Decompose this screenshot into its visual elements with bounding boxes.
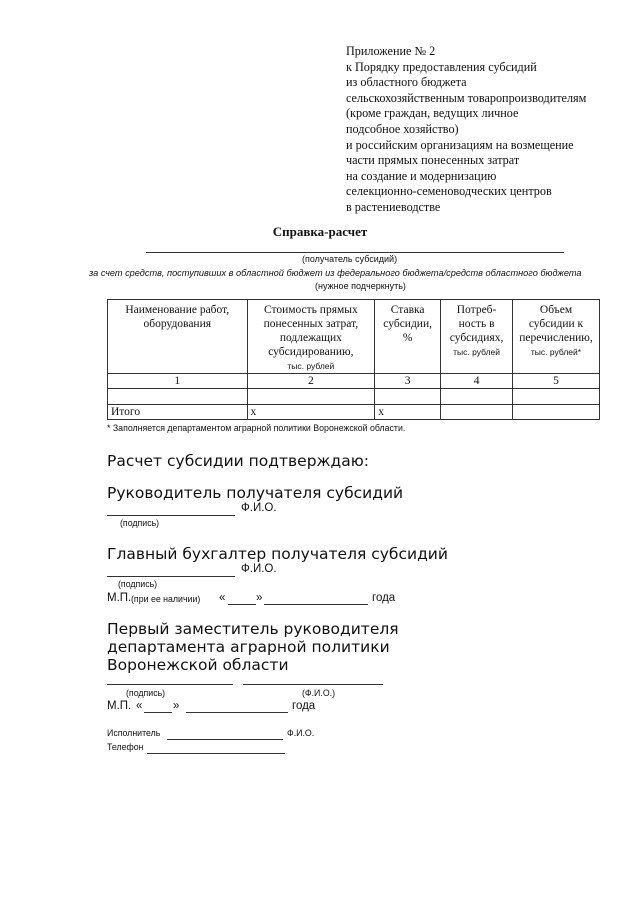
appendix-line: селекционно-семеноводческих центров — [346, 184, 552, 199]
header-rate: Ставка субсидии, % — [375, 300, 441, 374]
column-number: 4 — [441, 374, 513, 389]
header-need: Потреб- ность в субсидиях, тыс. рублей — [441, 300, 513, 374]
phone-line — [147, 753, 285, 754]
deputy-title-line3: Воронежской области — [107, 656, 289, 674]
total-label: Итого — [108, 405, 248, 420]
appendix-header — [346, 44, 586, 216]
table-row — [108, 374, 600, 389]
underline-caption: (нужное подчеркнуть) — [315, 281, 406, 291]
accountant-day-line — [228, 604, 256, 605]
accountant-quote-close: » — [256, 592, 263, 604]
appendix-line: из областного бюджета — [346, 75, 467, 90]
column-number: 2 — [247, 374, 375, 389]
accountant-signature-line — [107, 576, 235, 577]
header-cost: Стоимость прямых понесенных затрат, подлежащих субсидированию, тыс. рублей — [247, 300, 375, 374]
appendix-line: (кроме граждан, ведущих личное — [346, 106, 519, 121]
footnote: * Заполняется департаментом аграрной политики Воронежской области. — [107, 423, 406, 433]
deputy-title-line1: Первый заместитель руководителя — [107, 620, 399, 638]
total-cell: х — [375, 405, 441, 420]
document-title: Справка-расчет — [272, 224, 368, 239]
appendix-line: в растениеводстве — [346, 199, 441, 214]
executor-fio: Ф.И.О. — [287, 728, 315, 738]
executor-label: Исполнитель — [107, 728, 161, 738]
appendix-line: сельскохозяйственным товаропроизводителям — [346, 90, 587, 105]
header-volume: Объем субсидии к перечислению, тыс. рублей* — [513, 300, 600, 374]
appendix-line: подсобное хозяйство) — [346, 121, 459, 136]
deputy-fio-line — [243, 684, 383, 685]
table-cell — [441, 389, 513, 405]
phone-label: Телефон — [107, 742, 144, 752]
table-row — [108, 389, 600, 405]
column-number: 3 — [375, 374, 441, 389]
source-line: за счет средств, поступивших в областной бюджет из федерального бюджета/средств областного бюджета — [89, 268, 582, 278]
accountant-mp-note: (при ее наличии) — [131, 594, 201, 604]
total-row — [108, 405, 600, 420]
recipient-line — [146, 252, 564, 253]
table-cell — [513, 389, 600, 405]
accountant-title: Главный бухгалтер получателя субсидий — [107, 545, 448, 563]
accountant-mp: М.П. — [107, 592, 132, 604]
appendix-line: на создание и модернизацию — [346, 168, 497, 183]
head-title: Руководитель получателя субсидий — [107, 484, 404, 502]
recipient-caption: (получатель субсидий) — [302, 254, 398, 264]
total-cell: х — [247, 405, 375, 420]
accountant-fio: Ф.И.О. — [241, 563, 277, 575]
deputy-year: года — [292, 700, 316, 712]
column-number: 5 — [513, 374, 600, 389]
executor-line — [167, 739, 283, 740]
accountant-signature-caption: (подпись) — [118, 579, 158, 589]
calculation-table — [107, 299, 600, 420]
deputy-quote-close: » — [173, 700, 180, 712]
deputy-signature-line — [107, 684, 233, 685]
head-signature-line — [107, 515, 235, 516]
confirm-text: Расчет субсидии подтверждаю: — [107, 452, 369, 470]
head-fio: Ф.И.О. — [241, 502, 277, 514]
deputy-quote-open: « — [136, 700, 143, 712]
column-number: 1 — [108, 374, 248, 389]
table-cell — [108, 389, 248, 405]
appendix-line: к Порядку предоставления субсидий — [346, 59, 537, 74]
total-cell — [441, 405, 513, 420]
table-cell — [375, 389, 441, 405]
header-work-name: Наименование работ, оборудования — [108, 300, 248, 374]
deputy-fio-caption: (Ф.И.О.) — [302, 688, 336, 698]
accountant-month-line — [264, 604, 368, 605]
appendix-line: части прямых понесенных затрат — [346, 153, 520, 168]
accountant-year: года — [372, 592, 396, 604]
deputy-mp: М.П. — [107, 700, 132, 712]
appendix-line: Приложение № 2 — [346, 44, 436, 58]
deputy-day-line — [144, 712, 172, 713]
accountant-quote-open: « — [219, 592, 226, 604]
head-signature-caption: (подпись) — [120, 518, 160, 528]
table-cell — [247, 389, 375, 405]
appendix-line: и российским организациям на возмещение — [346, 137, 574, 152]
deputy-signature-caption: (подпись) — [126, 688, 166, 698]
deputy-month-line — [186, 712, 288, 713]
total-cell — [513, 405, 600, 420]
deputy-title-line2: департамента аграрной политики — [107, 638, 390, 656]
